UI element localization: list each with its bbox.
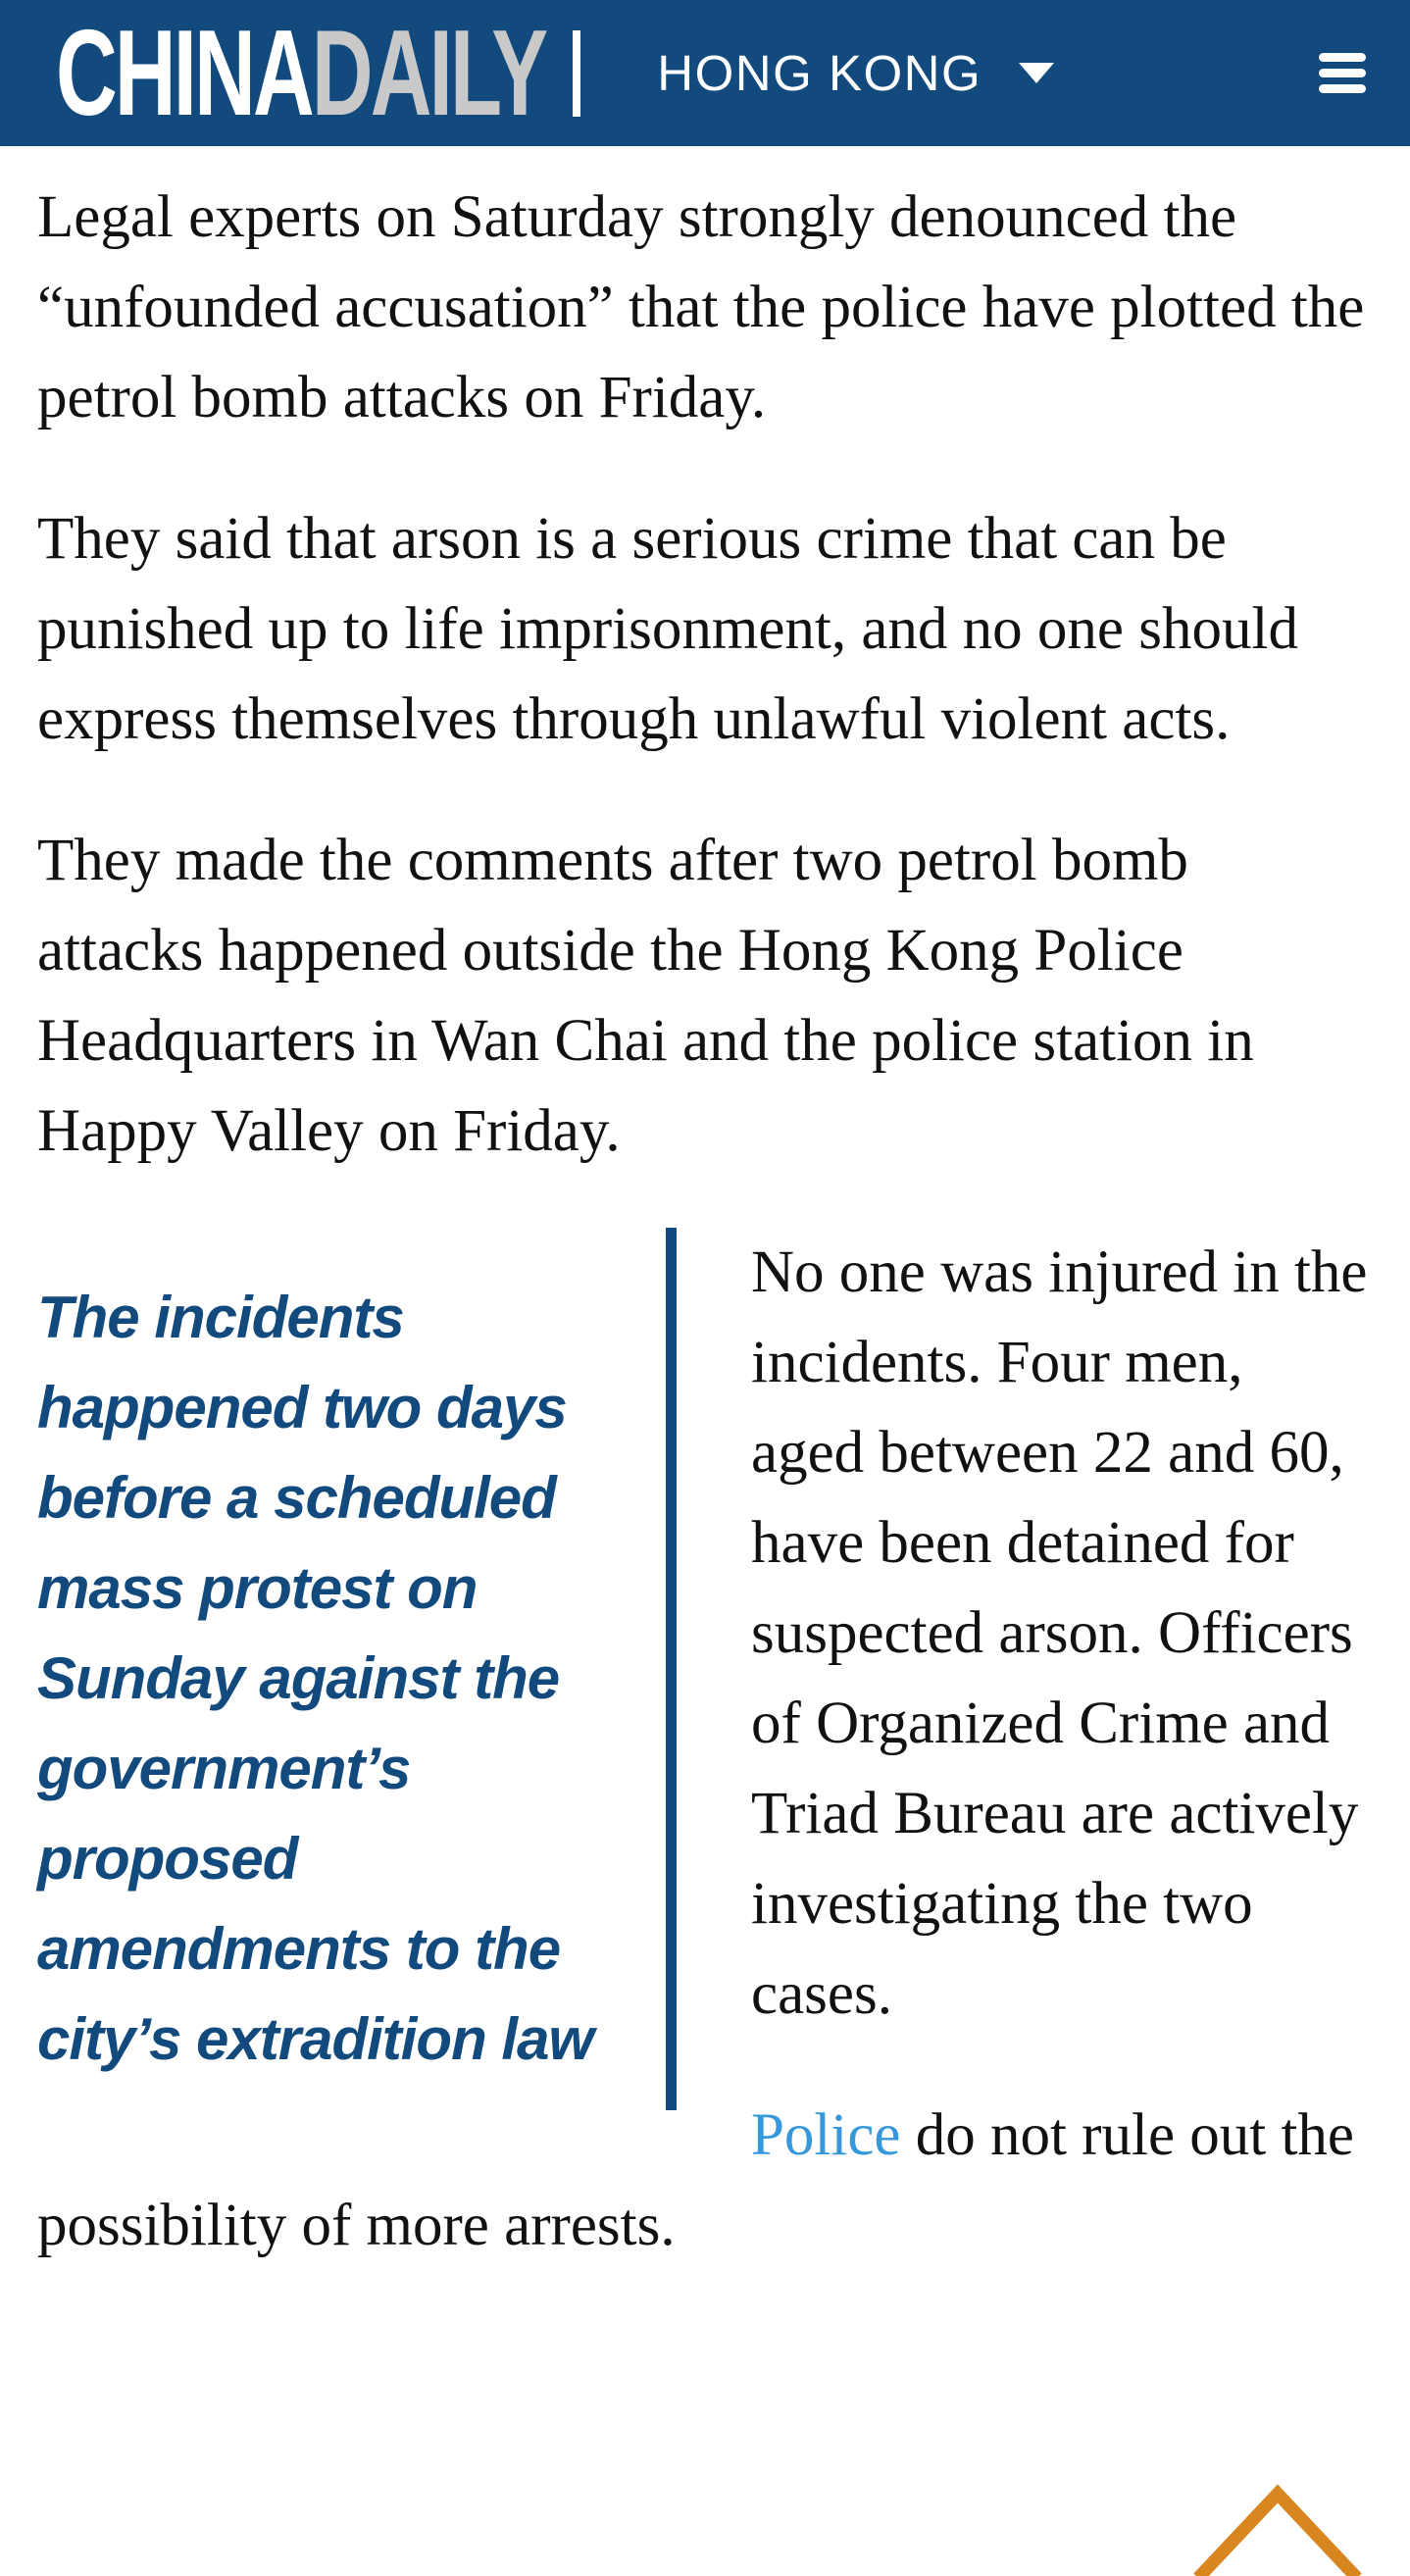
article-body bbox=[0, 146, 1410, 2271]
article-paragraph-1: Legal experts on Saturday strongly denounced the “unfounded accusation” that the police have plotted the petrol bomb attacks on Friday. bbox=[37, 184, 1365, 430]
article-paragraph-4: No one was injured in the incidents. Four men, aged between 22 and 60, have been detained for suspected arson. Officers of Organized Crime and Triad Bureau are actively investigating the two cases. bbox=[751, 1239, 1368, 2027]
hamburger-icon bbox=[1319, 53, 1366, 93]
edition-selector[interactable] bbox=[657, 44, 1054, 102]
article-paragraph-5 bbox=[37, 2091, 1369, 2271]
app-header bbox=[0, 0, 1410, 146]
chevron-up-icon bbox=[1189, 2480, 1366, 2576]
police-link[interactable]: Police bbox=[751, 2102, 901, 2168]
chinadaily-logo[interactable] bbox=[56, 5, 546, 141]
pull-quote: The incidents happened two days before a scheduled mass protest on Sunday against the government’s proposed amendments to the city’s extradition law bbox=[37, 1228, 677, 2110]
chevron-down-icon bbox=[1019, 63, 1054, 83]
edition-label: HONG KONG bbox=[657, 45, 982, 101]
article-paragraph-2: They said that arson is a serious crime that can be punished up to life imprisonment, and no one should express themselves through unlawful violent acts. bbox=[37, 506, 1298, 752]
paragraph-5-text: do not rule out the possibility of more arrests. bbox=[37, 2102, 1354, 2258]
article-paragraph-3: They made the comments after two petrol bomb attacks happened outside the Hong Kong Police Headquarters in Wan Chai and the police station in Happy Valley on Friday. bbox=[37, 828, 1254, 1164]
logo-text-china: CHINA bbox=[56, 5, 312, 141]
menu-button[interactable] bbox=[1319, 53, 1366, 93]
logo-text-daily: DAILY bbox=[311, 5, 546, 141]
header-divider bbox=[573, 30, 580, 117]
back-to-top-button[interactable] bbox=[1189, 2480, 1366, 2576]
